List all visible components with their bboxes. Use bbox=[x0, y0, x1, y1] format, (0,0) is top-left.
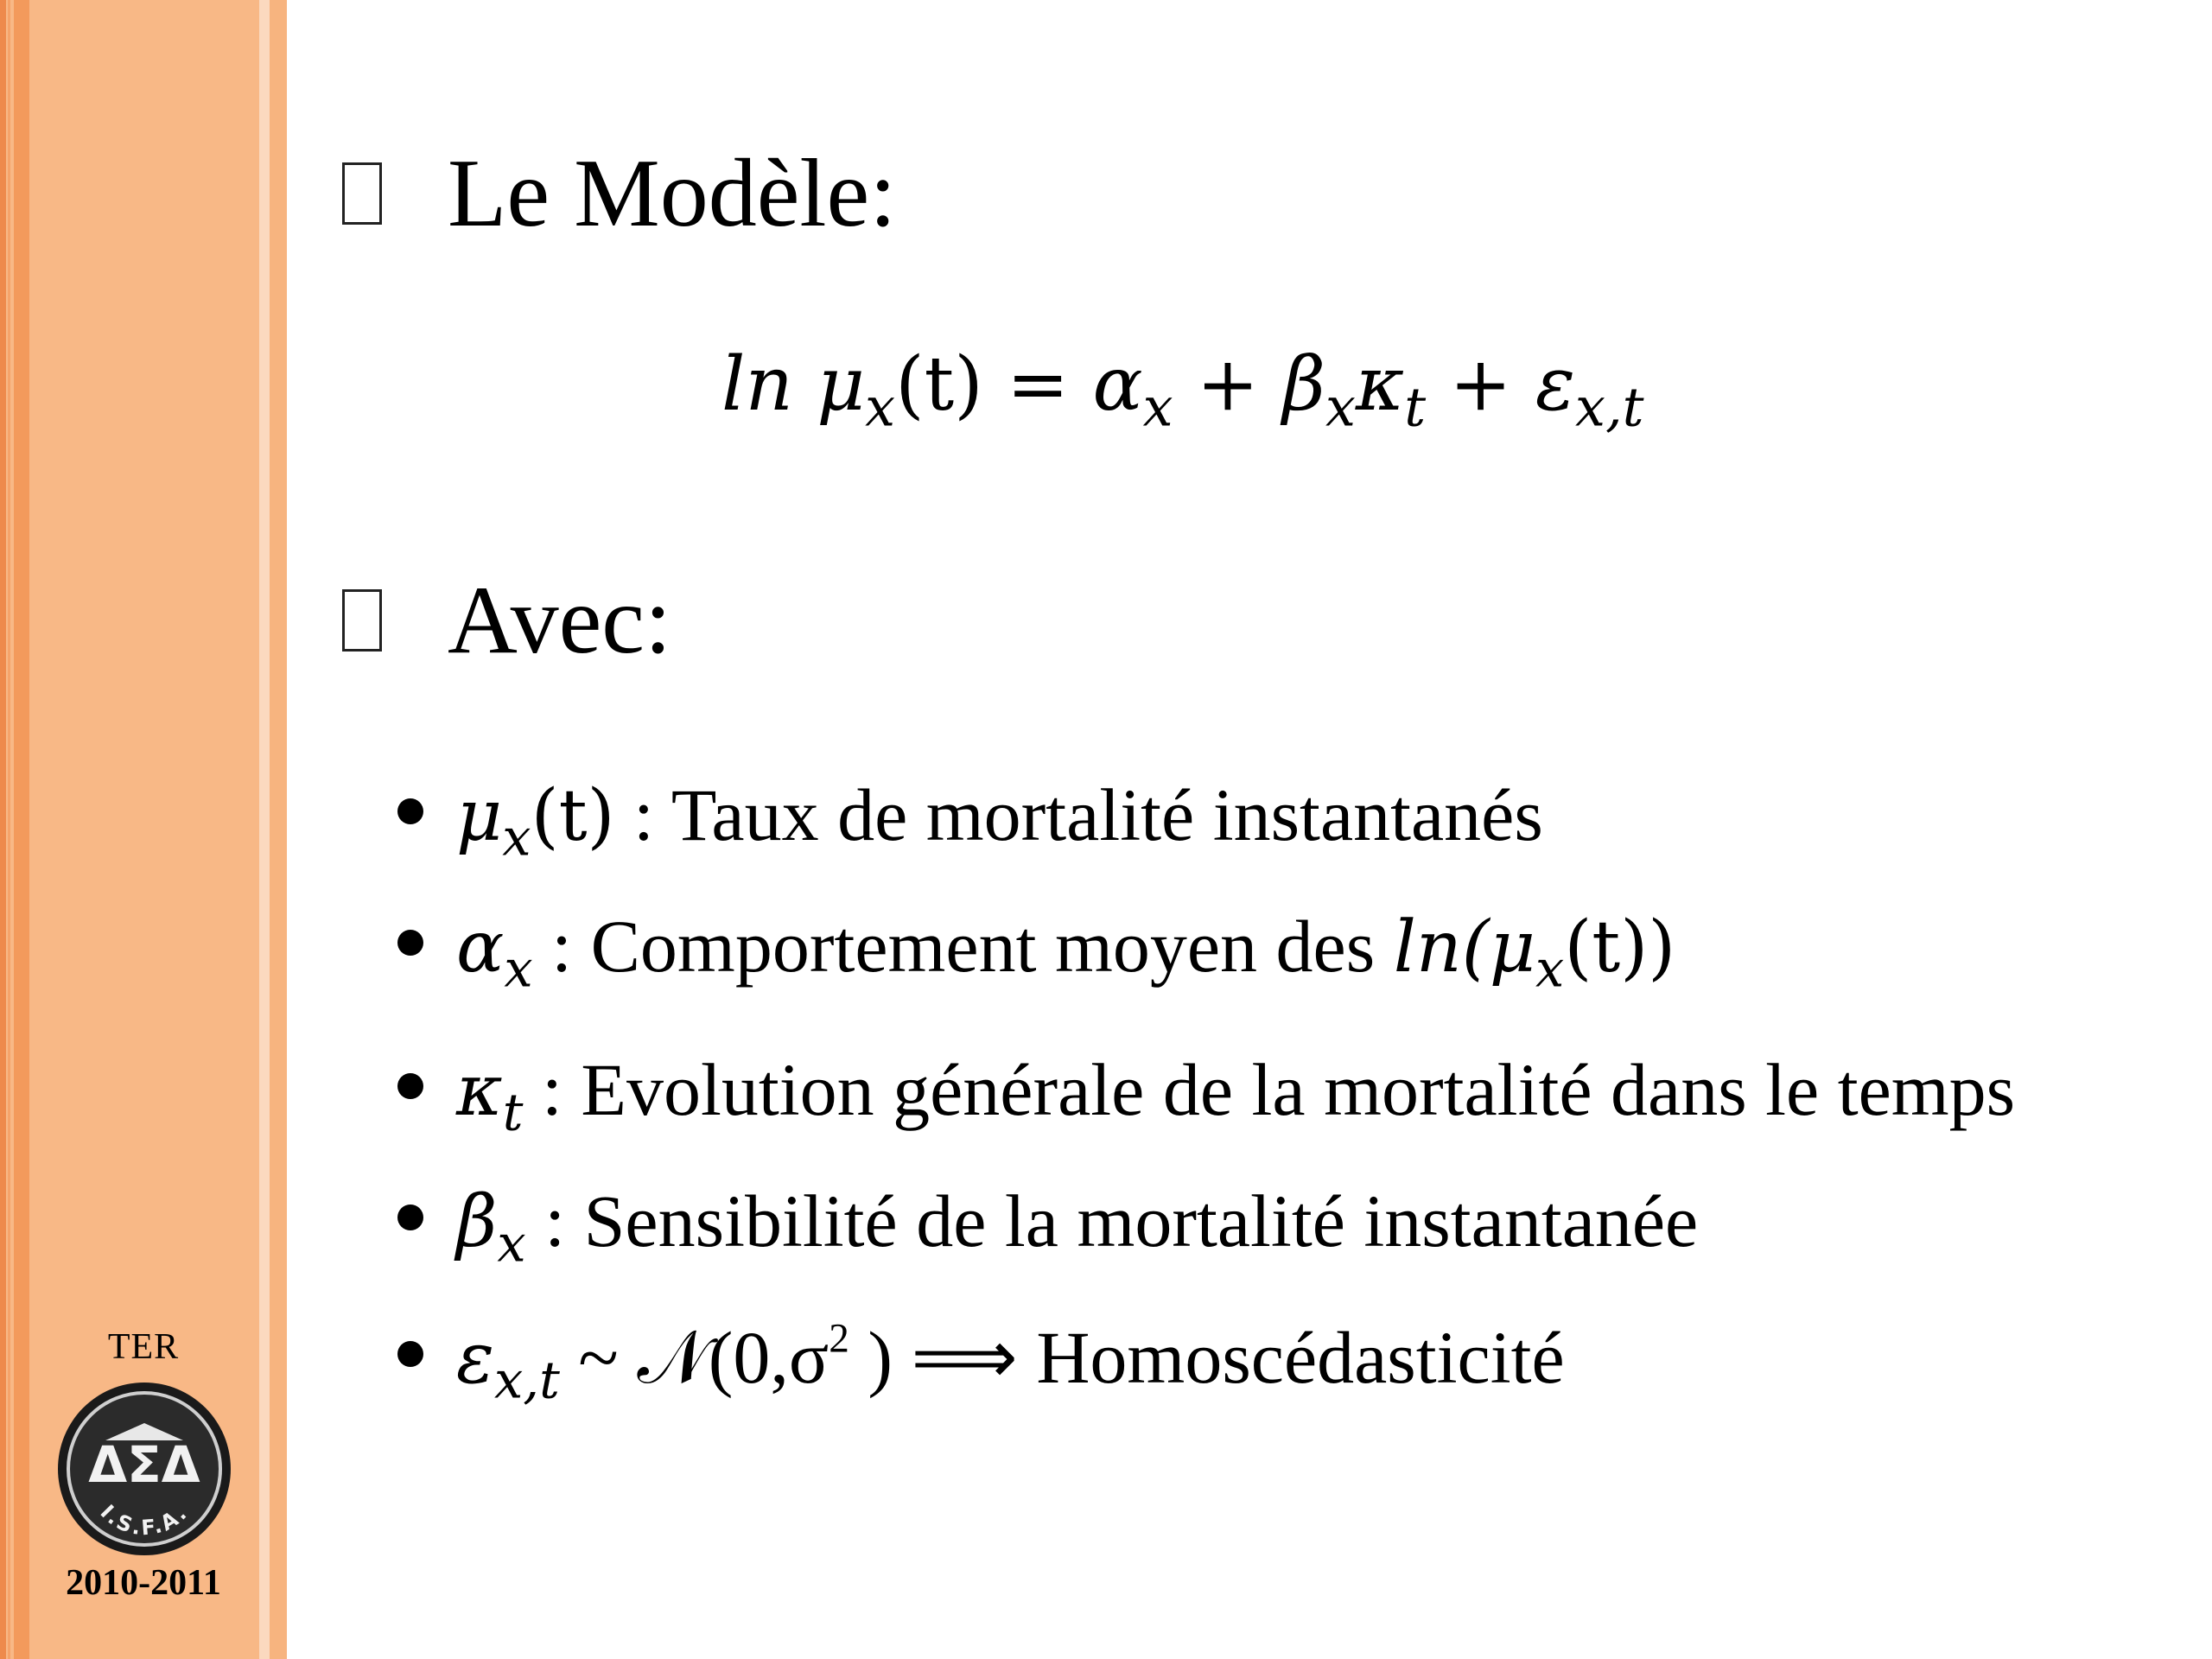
heading-bullet-box-icon bbox=[342, 589, 382, 652]
bullet-dot-icon bbox=[397, 1073, 423, 1099]
logo-center-text: ΔΣΔ bbox=[88, 1435, 200, 1494]
item-text: : Taux de mortalité instantanés bbox=[614, 773, 1543, 856]
sidebar-stripe bbox=[14, 0, 29, 1659]
heading-bullet-box-icon bbox=[342, 162, 382, 225]
bullet-dot-icon bbox=[397, 1341, 423, 1367]
sidebar-label-ter: TER bbox=[107, 1327, 180, 1367]
formula-kappa: κ bbox=[1355, 341, 1405, 428]
formula-mu-sub: x bbox=[865, 376, 896, 439]
item-symbol-sub: x bbox=[504, 938, 533, 999]
list-item bbox=[397, 1048, 2016, 1142]
logo-ring-text: I.S.F.A. bbox=[95, 1500, 194, 1541]
item-tail-sub: x bbox=[1535, 938, 1565, 999]
sidebar-stripe bbox=[8, 0, 10, 1659]
sidebar-stripe bbox=[0, 0, 6, 1659]
item-symbol: α bbox=[456, 906, 505, 988]
formula-kappa-sub: t bbox=[1404, 376, 1427, 439]
sidebar-stripe bbox=[270, 0, 287, 1659]
sidebar-band bbox=[0, 0, 287, 1659]
bullet-dot-icon bbox=[397, 930, 423, 956]
formula-epsilon-sub: x,t bbox=[1575, 376, 1644, 439]
item-distribution-sup: 2 bbox=[829, 1316, 849, 1362]
main-formula bbox=[721, 341, 1644, 439]
item-distribution: ~ 𝒩(0,σ bbox=[559, 1316, 830, 1399]
item-symbol: κ bbox=[456, 1050, 503, 1132]
item-text: : Sensibilité de la mortalité instantanée bbox=[525, 1179, 1699, 1262]
list-item bbox=[397, 1316, 1565, 1410]
item-text: : Comportement moyen des bbox=[532, 905, 1394, 988]
sidebar-year: 2010-2011 bbox=[66, 1563, 221, 1603]
sidebar-stripe bbox=[259, 0, 270, 1659]
formula-alpha-sub: x bbox=[1142, 376, 1173, 439]
formula-beta-sub: x bbox=[1325, 376, 1356, 439]
item-symbol-sub: x bbox=[502, 807, 531, 868]
bullet-dot-icon bbox=[397, 798, 423, 824]
formula-alpha: α bbox=[1092, 341, 1143, 428]
list-item bbox=[397, 773, 1543, 868]
isfa-logo-icon bbox=[55, 1380, 233, 1558]
formula-epsilon: ε bbox=[1535, 341, 1576, 428]
item-tail-math: ln(μ bbox=[1393, 906, 1536, 988]
formula-equals: = bbox=[982, 341, 1093, 428]
item-tail-end: (t)) bbox=[1564, 906, 1676, 988]
item-symbol-sub: x bbox=[497, 1213, 526, 1274]
list-item bbox=[397, 905, 1676, 999]
heading-model-text: Le Modèle: bbox=[448, 140, 897, 247]
list-item bbox=[397, 1179, 1699, 1274]
item-text: : Evolution générale de la mortalité dans le temps bbox=[523, 1048, 2016, 1131]
item-symbol-sub: x,t bbox=[494, 1350, 560, 1410]
formula-plus: + bbox=[1173, 341, 1283, 428]
heading-with-text: Avec: bbox=[448, 567, 672, 674]
item-symbol-arg: (t) bbox=[531, 775, 615, 857]
item-symbol: β bbox=[456, 1181, 498, 1263]
heading-model bbox=[342, 140, 897, 247]
heading-with bbox=[342, 567, 672, 674]
formula-mu-arg: (t) bbox=[895, 341, 983, 428]
formula-mu: μ bbox=[817, 341, 866, 428]
formula-ln: ln bbox=[721, 341, 793, 428]
item-symbol: ε bbox=[456, 1318, 495, 1400]
formula-plus: + bbox=[1426, 341, 1535, 428]
bullet-dot-icon bbox=[397, 1205, 423, 1230]
item-symbol: μ bbox=[456, 775, 503, 857]
formula-beta: β bbox=[1282, 341, 1325, 428]
item-symbol-sub: t bbox=[502, 1082, 524, 1142]
item-text: Homoscédasticité bbox=[1036, 1316, 1565, 1399]
item-implies: ) ⟹ bbox=[849, 1316, 1037, 1399]
